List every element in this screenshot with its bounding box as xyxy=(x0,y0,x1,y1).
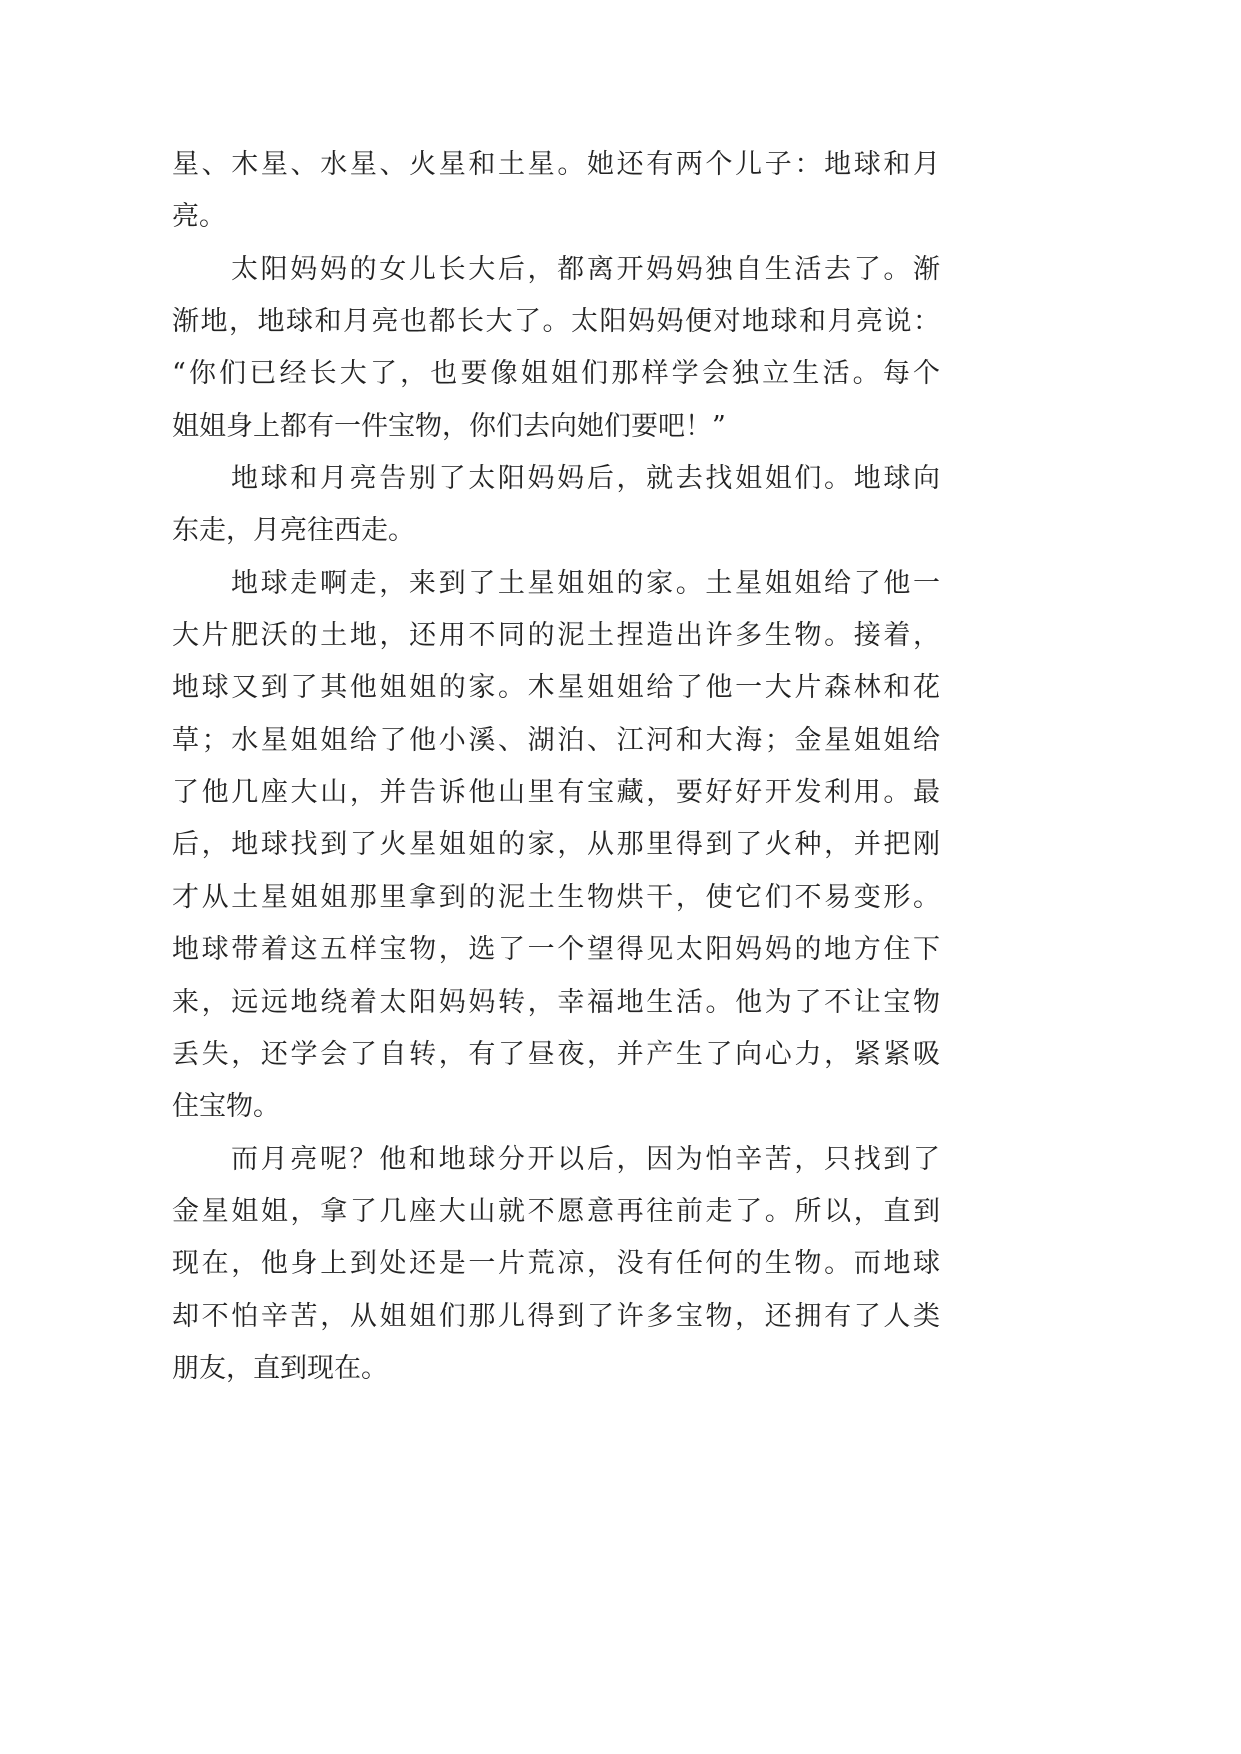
text-line: 来，远远地绕着太阳妈妈转，幸福地生活。他为了不让宝物 xyxy=(172,986,940,1018)
text-line: 姐姐身上都有一件宝物，你们去向她们要吧！” xyxy=(172,410,726,442)
text-line: 地球和月亮告别了太阳妈妈后，就去找姐姐们。地球向 xyxy=(231,463,940,495)
paragraph-4 xyxy=(172,558,940,1134)
text-line: 大片肥沃的土地，还用不同的泥土捏造出许多生物。接着， xyxy=(172,620,940,652)
text-line: 才从土星姐姐那里拿到的泥土生物烘干，使它们不易变形。 xyxy=(172,881,940,913)
text-line: 地球走啊走，来到了土星姐姐的家。土星姐姐给了他一 xyxy=(231,567,940,599)
paragraph-5 xyxy=(172,1134,940,1396)
text-line: “你们已经长大了，也要像姐姐们那样学会独立生活。每个 xyxy=(172,358,940,390)
text-line: 星、木星、水星、火星和土星。她还有两个儿子：地球和月 xyxy=(172,149,940,180)
text-line: 渐地，地球和月亮也都长大了。太阳妈妈便对地球和月亮说： xyxy=(172,306,940,338)
text-line: 住宝物。 xyxy=(172,1091,280,1123)
text-line: 亮。 xyxy=(172,201,226,233)
text-line: 太阳妈妈的女儿长大后，都离开妈妈独自生活去了。渐 xyxy=(231,253,940,285)
text-line: 地球又到了其他姐姐的家。木星姐姐给了他一大片森林和花 xyxy=(172,672,940,704)
text-line: 丢失，还学会了自转，有了昼夜，并产生了向心力，紧紧吸 xyxy=(172,1038,940,1070)
document-body xyxy=(172,139,940,1395)
text-line: 而月亮呢？他和地球分开以后，因为怕辛苦，只找到了 xyxy=(231,1143,940,1175)
text-line: 却不怕辛苦，从姐姐们那儿得到了许多宝物，还拥有了人类 xyxy=(172,1300,940,1332)
paragraph-2 xyxy=(172,244,940,453)
text-line: 草；水星姐姐给了他小溪、湖泊、江河和大海；金星姐姐给 xyxy=(172,724,940,756)
text-line: 朋友，直到现在。 xyxy=(172,1352,388,1384)
paragraph-3 xyxy=(172,453,940,558)
paragraph-1 xyxy=(172,139,940,244)
text-line: 后，地球找到了火星姐姐的家，从那里得到了火种，并把刚 xyxy=(172,829,940,861)
text-line: 金星姐姐，拿了几座大山就不愿意再往前走了。所以，直到 xyxy=(172,1195,940,1227)
text-line: 了他几座大山，并告诉他山里有宝藏，要好好开发利用。最 xyxy=(172,777,940,809)
text-line: 现在，他身上到处还是一片荒凉，没有任何的生物。而地球 xyxy=(172,1248,940,1280)
text-line: 地球带着这五样宝物，选了一个望得见太阳妈妈的地方住下 xyxy=(172,934,940,966)
text-line: 东走，月亮往西走。 xyxy=(172,515,415,547)
